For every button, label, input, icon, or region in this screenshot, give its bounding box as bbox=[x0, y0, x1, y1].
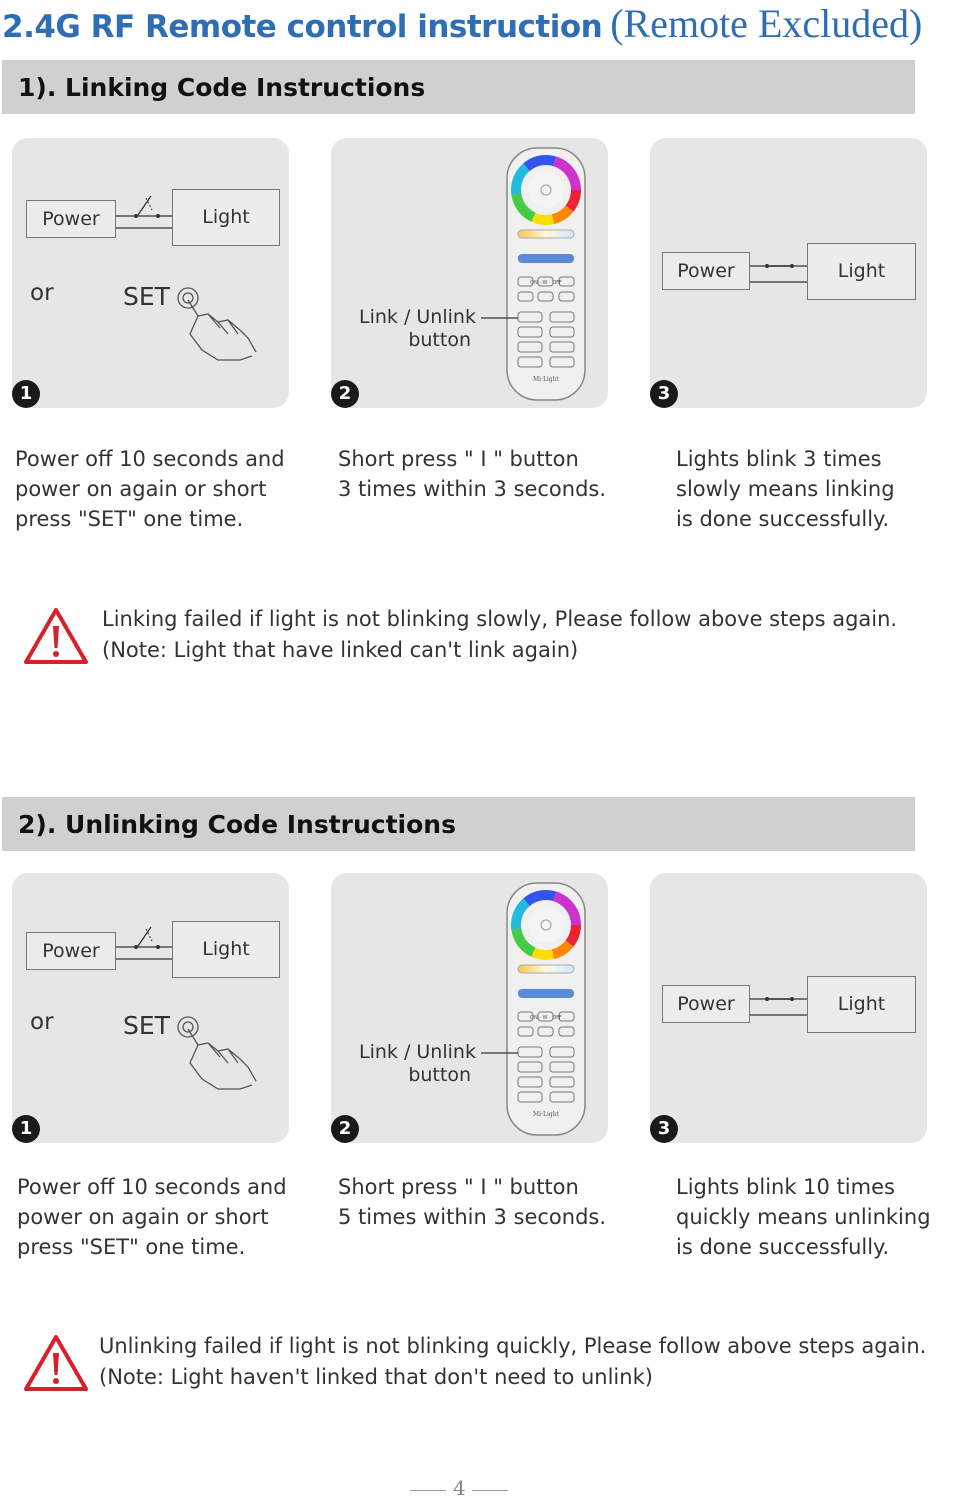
footer-rule-right bbox=[472, 1490, 508, 1491]
step-number-badge: 3 bbox=[650, 1115, 678, 1143]
desc-line: Short press " I " button bbox=[338, 447, 579, 471]
section-header bbox=[2, 797, 915, 851]
hand-press-icon bbox=[12, 138, 289, 408]
desc-line: 5 times within 3 seconds. bbox=[338, 1205, 607, 1229]
desc-line: power on again or short bbox=[17, 1205, 269, 1229]
warning-line: (Note: Light haven't linked that don't need to unlink) bbox=[99, 1365, 653, 1389]
remote-control-icon bbox=[331, 138, 608, 408]
step-number-badge: 1 bbox=[12, 380, 40, 408]
desc-line: quickly means unlinking bbox=[676, 1205, 931, 1229]
step-panel-power-cycle bbox=[12, 138, 289, 408]
remote-top-buttons: ON · W · OFF bbox=[530, 1015, 562, 1021]
power-box: Power bbox=[662, 252, 750, 290]
desc-line: Power off 10 seconds and bbox=[17, 1175, 287, 1199]
step-description bbox=[15, 444, 315, 534]
hand-press-icon bbox=[12, 873, 289, 1143]
section-unlinking bbox=[0, 797, 958, 1437]
step-panel-power-cycle bbox=[12, 873, 289, 1143]
link-unlink-label bbox=[359, 306, 476, 352]
link-unlink-label bbox=[359, 1041, 476, 1087]
desc-line: power on again or short bbox=[15, 477, 267, 501]
footer-rule-left bbox=[410, 1490, 446, 1491]
link-label-line1: Link / Unlink bbox=[359, 306, 476, 328]
step-description bbox=[676, 1172, 958, 1262]
page-number: 4 bbox=[453, 1476, 466, 1500]
step-number-badge: 3 bbox=[650, 380, 678, 408]
section-header bbox=[2, 60, 915, 114]
step-description bbox=[338, 444, 638, 504]
power-box: Power bbox=[26, 200, 116, 238]
link-label-line1: Link / Unlink bbox=[359, 1041, 476, 1063]
section-heading: 2). Unlinking Code Instructions bbox=[18, 810, 456, 839]
set-label: SET bbox=[123, 282, 170, 311]
page-title bbox=[2, 0, 922, 48]
desc-line: Lights blink 10 times bbox=[676, 1175, 895, 1199]
light-box: Light bbox=[807, 243, 916, 300]
desc-line: is done successfully. bbox=[676, 507, 890, 531]
step-description bbox=[17, 1172, 317, 1262]
warning-icon bbox=[22, 604, 92, 666]
desc-line: Power off 10 seconds and bbox=[15, 447, 285, 471]
page-footer bbox=[410, 1476, 510, 1500]
link-label-line2: button bbox=[408, 329, 471, 351]
desc-line: 3 times within 3 seconds. bbox=[338, 477, 607, 501]
warning-line: Linking failed if light is not blinking slowly, Please follow above steps again. bbox=[102, 607, 898, 631]
desc-line: Short press " I " button bbox=[338, 1175, 579, 1199]
desc-line: slowly means linking bbox=[676, 477, 895, 501]
section-linking bbox=[0, 60, 958, 700]
or-label: or bbox=[30, 1009, 54, 1035]
step-panel-blink bbox=[650, 873, 927, 1143]
step-panel-remote bbox=[331, 138, 608, 408]
warning-note bbox=[22, 604, 942, 674]
link-label-line2: button bbox=[408, 1064, 471, 1086]
light-box: Light bbox=[807, 976, 916, 1033]
step-description bbox=[338, 1172, 638, 1232]
warning-text bbox=[99, 1331, 926, 1393]
light-box: Light bbox=[172, 921, 280, 978]
step-number-badge: 2 bbox=[331, 1115, 359, 1143]
warning-line: Unlinking failed if light is not blinking quickly, Please follow above steps again. bbox=[99, 1334, 927, 1358]
warning-text bbox=[102, 604, 897, 666]
warning-icon bbox=[22, 1331, 92, 1393]
remote-control-icon bbox=[331, 873, 608, 1143]
remote-top-buttons: ON · W · OFF bbox=[530, 280, 562, 286]
desc-line: press "SET" one time. bbox=[17, 1235, 246, 1259]
light-box: Light bbox=[172, 189, 280, 246]
step-number-badge: 2 bbox=[331, 380, 359, 408]
title-sub: (Remote Excluded) bbox=[610, 1, 923, 46]
warning-line: (Note: Light that have linked can't link again) bbox=[102, 638, 579, 662]
remote-brand: Mi·Light bbox=[533, 1111, 559, 1118]
step-description bbox=[676, 444, 958, 534]
title-main: 2.4G RF Remote control instruction bbox=[2, 9, 603, 45]
desc-line: Lights blink 3 times bbox=[676, 447, 882, 471]
power-box: Power bbox=[662, 985, 750, 1023]
remote-brand: Mi·Light bbox=[533, 376, 559, 383]
section-heading: 1). Linking Code Instructions bbox=[18, 73, 426, 102]
desc-line: press "SET" one time. bbox=[15, 507, 244, 531]
set-label: SET bbox=[123, 1011, 170, 1040]
step-panel-blink bbox=[650, 138, 927, 408]
step-number-badge: 1 bbox=[12, 1115, 40, 1143]
or-label: or bbox=[30, 280, 54, 306]
power-box: Power bbox=[26, 932, 116, 970]
desc-line: is done successfully. bbox=[676, 1235, 890, 1259]
step-panel-remote bbox=[331, 873, 608, 1143]
warning-note bbox=[22, 1331, 942, 1401]
